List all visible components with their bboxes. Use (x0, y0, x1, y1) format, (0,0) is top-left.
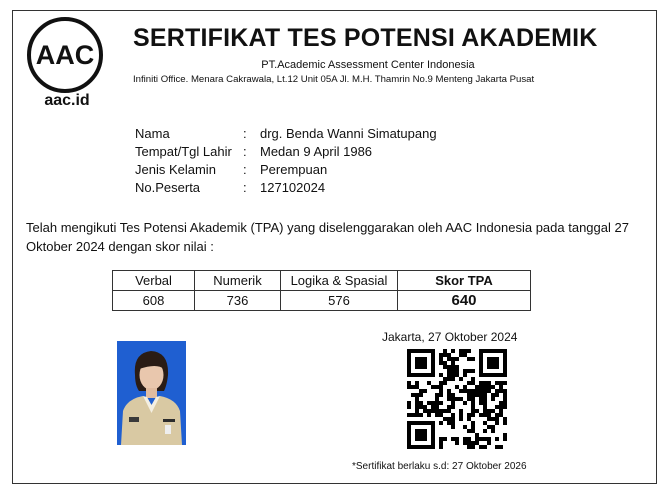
value-verbal: 608 (113, 291, 195, 311)
info-label: Jenis Kelamin (135, 162, 216, 177)
validity-note: *Sertifikat berlaku s.d: 27 Oktober 2026 (352, 461, 527, 472)
qr-code (407, 349, 507, 449)
qr-code-icon (407, 349, 507, 449)
info-separator: : (243, 126, 247, 141)
info-value: Medan 9 April 1986 (260, 144, 373, 159)
info-separator: : (243, 180, 247, 195)
info-value: 127102024 (260, 180, 326, 195)
logo-initials: AAC (35, 39, 95, 70)
info-separator: : (243, 144, 247, 159)
score-table (112, 270, 531, 311)
header-numerik: Numerik (195, 271, 281, 291)
header-verbal: Verbal (113, 271, 195, 291)
value-skor-tpa: 640 (398, 291, 531, 311)
aac-logo (27, 17, 103, 93)
score-value-row (113, 291, 531, 311)
company-name: PT.Academic Assessment Center Indonesia (261, 59, 475, 71)
info-value: Perempuan (260, 162, 328, 177)
value-numerik: 736 (195, 291, 281, 311)
info-label: Tempat/Tgl Lahir (135, 144, 232, 159)
info-row-name (135, 126, 437, 144)
info-row-number (135, 180, 437, 198)
certificate-title: SERTIFIKAT TES POTENSI AKADEMIK (133, 24, 598, 52)
header-skor-tpa: Skor TPA (398, 271, 531, 291)
info-row-gender (135, 162, 437, 180)
info-label: No.Peserta (135, 180, 201, 195)
info-separator: : (243, 162, 247, 177)
info-row-birth (135, 144, 437, 162)
logo-url: aac.id (44, 92, 90, 109)
info-label: Nama (135, 126, 170, 141)
participant-info (135, 126, 437, 198)
info-value: drg. Benda Wanni Simatupang (260, 126, 437, 141)
statement-text: Telah mengikuti Tes Potensi Akademik (TPA) yang diselenggarakan oleh AAC Indonesia pada tanggal 27 Oktober 2024 dengan skor nilai : (26, 220, 629, 254)
participant-photo (117, 341, 186, 445)
value-logika: 576 (281, 291, 398, 311)
portrait-icon (117, 341, 186, 445)
issue-date: Jakarta, 27 Oktober 2024 (382, 330, 518, 344)
company-address: Infiniti Office. Menara Cakrawala, Lt.12 Unit 05A Jl. M.H. Thamrin No.9 Menteng Jakarta Pusat (133, 74, 535, 85)
header-logika: Logika & Spasial (281, 271, 398, 291)
score-header-row (113, 271, 531, 291)
